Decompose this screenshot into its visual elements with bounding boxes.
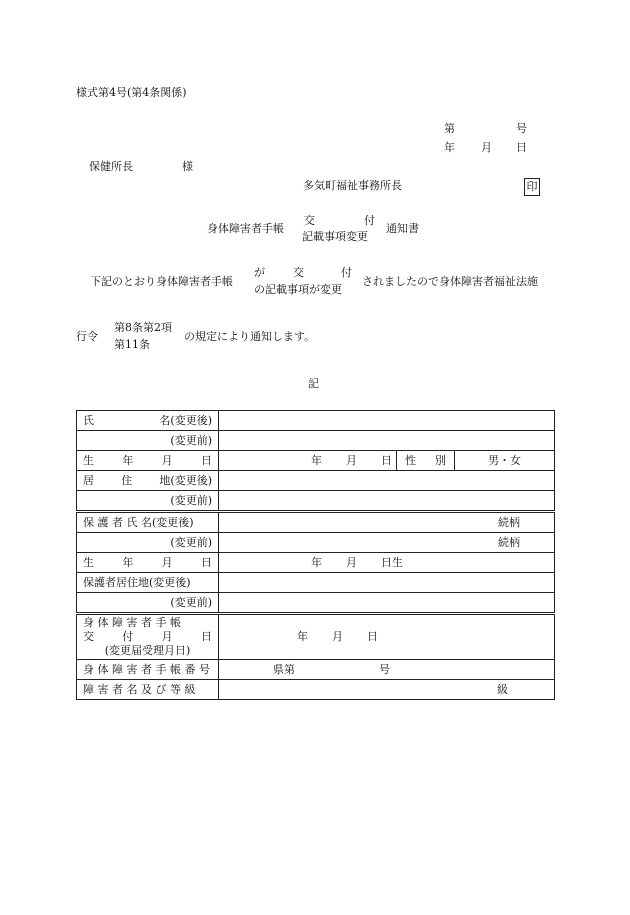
addressee: 保健所長: [89, 160, 133, 173]
value-guardian-address-after[interactable]: [219, 573, 555, 593]
row-address-after: [77, 471, 555, 491]
body-line2-end: の規定により通知します。: [184, 330, 316, 343]
relation-label: 続柄: [498, 515, 520, 529]
label-guardian-address-before: (変更前): [77, 593, 219, 614]
date-year: 年: [444, 141, 455, 154]
value-name-after[interactable]: [219, 411, 555, 431]
doc-number-go: 号: [516, 122, 527, 135]
value-name-before[interactable]: [219, 431, 555, 451]
law-article-1: 第8条第2項: [114, 321, 172, 334]
value-address-before[interactable]: [219, 491, 555, 512]
seal-stamp: 印: [524, 178, 540, 196]
label-address-after: 居 住 地(変更後): [77, 471, 219, 491]
law-article-2: 第11条: [114, 338, 150, 351]
value-guardian-birthdate[interactable]: 年 月 日生: [219, 553, 555, 573]
label-name-before: (変更前): [77, 431, 219, 451]
ki-heading: 記: [308, 377, 319, 390]
value-birthdate[interactable]: 年 月 日: [219, 451, 397, 471]
row-disability-grade: [77, 680, 555, 700]
body-ko: 交: [293, 266, 304, 279]
row-guardian-address-after: [77, 573, 555, 593]
value-handbook-number[interactable]: 県第 号: [219, 660, 555, 680]
label-guardian-name-before: (変更前): [77, 533, 219, 553]
value-guardian-address-before[interactable]: [219, 593, 555, 614]
form-number: 様式第4号(第4条関係): [76, 86, 187, 99]
title-kisai: 記載事項変更: [302, 230, 368, 243]
label-birthdate: 生 年 月 日: [77, 451, 219, 471]
label-issue-date: 身 体 障 害 者 手 帳 交 付 月 日 (変更届受理月日): [77, 614, 219, 660]
body-ga: が: [254, 266, 265, 279]
body-fu: 付: [341, 266, 352, 279]
value-address-after[interactable]: [219, 471, 555, 491]
title-left: 身体障害者手帳: [207, 222, 284, 235]
label-address-before: (変更前): [77, 491, 219, 512]
row-guardian-name-after: [77, 512, 555, 533]
row-guardian-name-before: [77, 533, 555, 553]
label-sex: 性 別: [396, 451, 454, 471]
label-name-after: 氏 名(変更後): [77, 411, 219, 431]
row-name-before: [77, 431, 555, 451]
label-guardian-name-after: 保 護 者 氏 名(変更後): [77, 512, 219, 533]
label-handbook-number: 身 体 障 害 者 手 帳 番 号: [77, 660, 219, 680]
row-name-after: [77, 411, 555, 431]
title-fu: 付: [364, 214, 375, 227]
body-line1-end: されましたので身体障害者福祉法施: [362, 275, 538, 288]
body-line1-start: 下記のとおり身体障害者手帳: [90, 275, 233, 288]
row-address-before: [77, 491, 555, 512]
value-guardian-name-after[interactable]: [219, 512, 555, 533]
notification-table: [76, 410, 555, 700]
value-disability-grade[interactable]: 級: [219, 680, 555, 700]
title-right: 通知書: [386, 222, 419, 235]
body-line2-start: 行令: [76, 330, 98, 343]
row-guardian-birthdate: [77, 553, 555, 573]
label-guardian-address-after: 保護者居住地(変更後): [77, 573, 219, 593]
title-ko: 交: [304, 214, 315, 227]
relation-label-before: 続柄: [498, 535, 520, 549]
sender: 多気町福祉事務所長: [303, 179, 402, 192]
body-line1-lower: の記載事項が変更: [254, 283, 342, 296]
doc-number-dai: 第: [444, 122, 455, 135]
value-guardian-name-before[interactable]: [219, 533, 555, 553]
value-issue-date[interactable]: 年 月 日: [219, 614, 555, 660]
date-day: 日: [516, 141, 527, 154]
row-birthdate: [77, 451, 555, 471]
row-issue-date: [77, 614, 555, 660]
row-handbook-number: [77, 660, 555, 680]
label-guardian-birthdate: 生 年 月 日: [77, 553, 219, 573]
value-sex[interactable]: 男・女: [454, 451, 554, 471]
addressee-honorific: 様: [182, 160, 193, 173]
date-month: 月: [481, 141, 492, 154]
label-disability-grade: 障 害 者 名 及 び 等 級: [77, 680, 219, 700]
row-guardian-address-before: [77, 593, 555, 614]
